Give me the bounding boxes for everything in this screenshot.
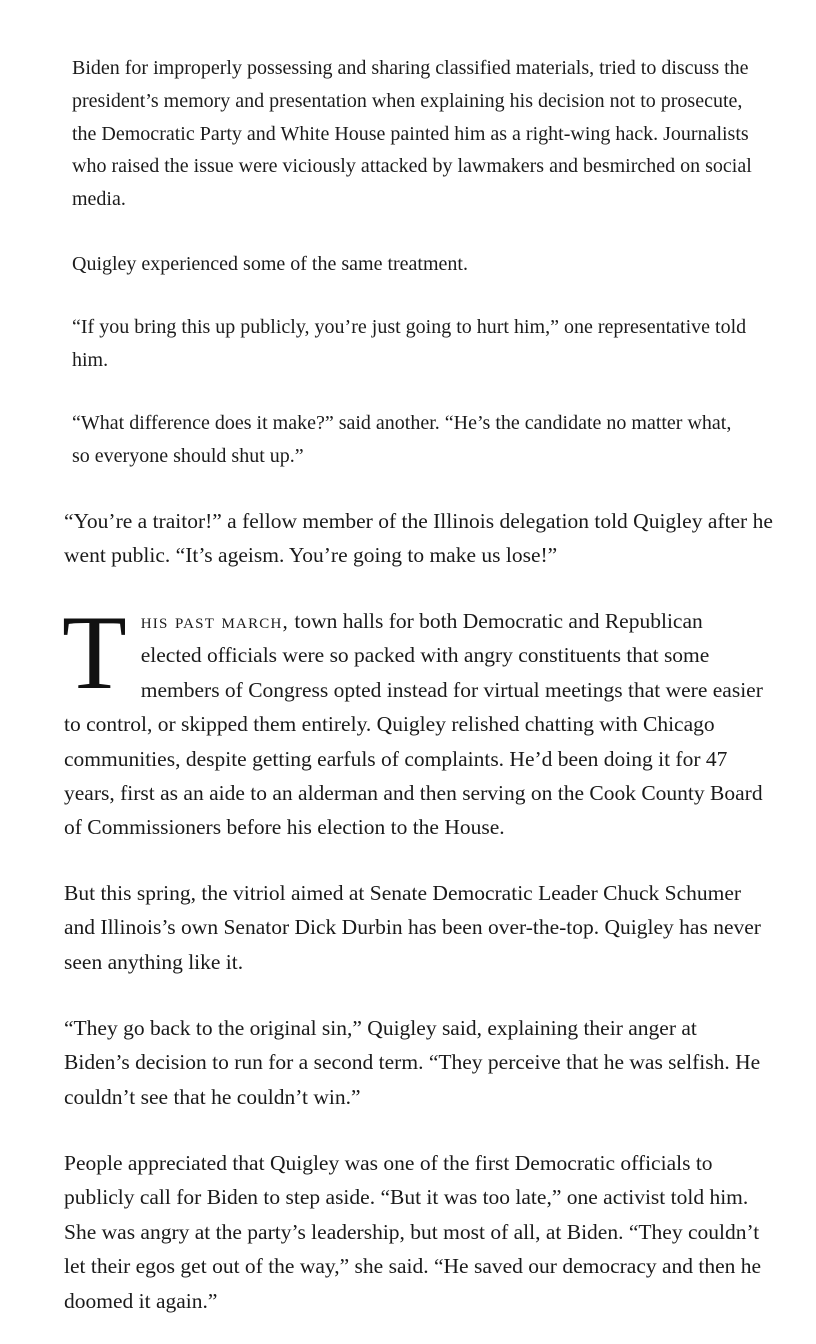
indented-paragraph-hurt-him-quote: “If you bring this up publicly, you’re just going to hurt him,” one representative told him.	[72, 316, 747, 371]
paragraph-original-sin: “They go back to the original sin,” Quigley said, explaining their anger at Biden’s decision to run for a second term. “They perceive that he was selfish. He couldn’t see that he couldn’t win.”	[64, 1016, 761, 1109]
section-opening-text: town halls for both Democratic and Republican elected officials were so packed with angry constituents that some members of Congress opted instead for virtual meetings that were easier to control, or skipped them entirely. Quigley relished chatting with Chicago communities, despite getting earfuls of complaints. He’d been doing it for 47 years, first as an aide to an alderman and then serving on the Cook County Board of Commissioners before his election to the House.	[64, 609, 763, 840]
paragraph-activist-quote: People appreciated that Quigley was one of the first Democratic officials to publicly call for Biden to step aside. “But it was too late,” one activist told him. She was angry at the party’s leadership, but most of all, at Biden. “They couldn’t let their egos get out of the way,” she said. “He saved our democracy and then he doomed it again.”	[64, 1151, 762, 1313]
lead-in-smallcaps: his past march,	[140, 609, 289, 633]
paragraph-traitor-quote: “You’re a traitor!” a fellow member of the Illinois delegation told Quigley after he went public. “It’s ageism. You’re going to make us lose!”	[64, 509, 773, 568]
indented-paragraph-classified-materials: Biden for improperly possessing and sharing classified materials, tried to discuss the president’s memory and presentation when explaining his decision not to prosecute, the Democratic Party and White House painted him as a right-wing hack. Journalists who raised the issue were viciously attacked by lawmakers and besmirched on social media.	[72, 57, 752, 211]
section-opening-paragraph	[62, 594, 764, 845]
indented-paragraph-same-treatment: Quigley experienced some of the same treatment.	[72, 253, 468, 275]
drop-cap: T	[62, 594, 127, 711]
paragraph-vitriol: But this spring, the vitriol aimed at Senate Democratic Leader Chuck Schumer and Illinois’s own Senator Dick Durbin has been over-the-top. Quigley has never seen anything like it.	[64, 881, 761, 974]
indented-paragraph-what-difference-quote: “What difference does it make?” said another. “He’s the candidate no matter what, so everyone should shut up.”	[72, 412, 732, 467]
